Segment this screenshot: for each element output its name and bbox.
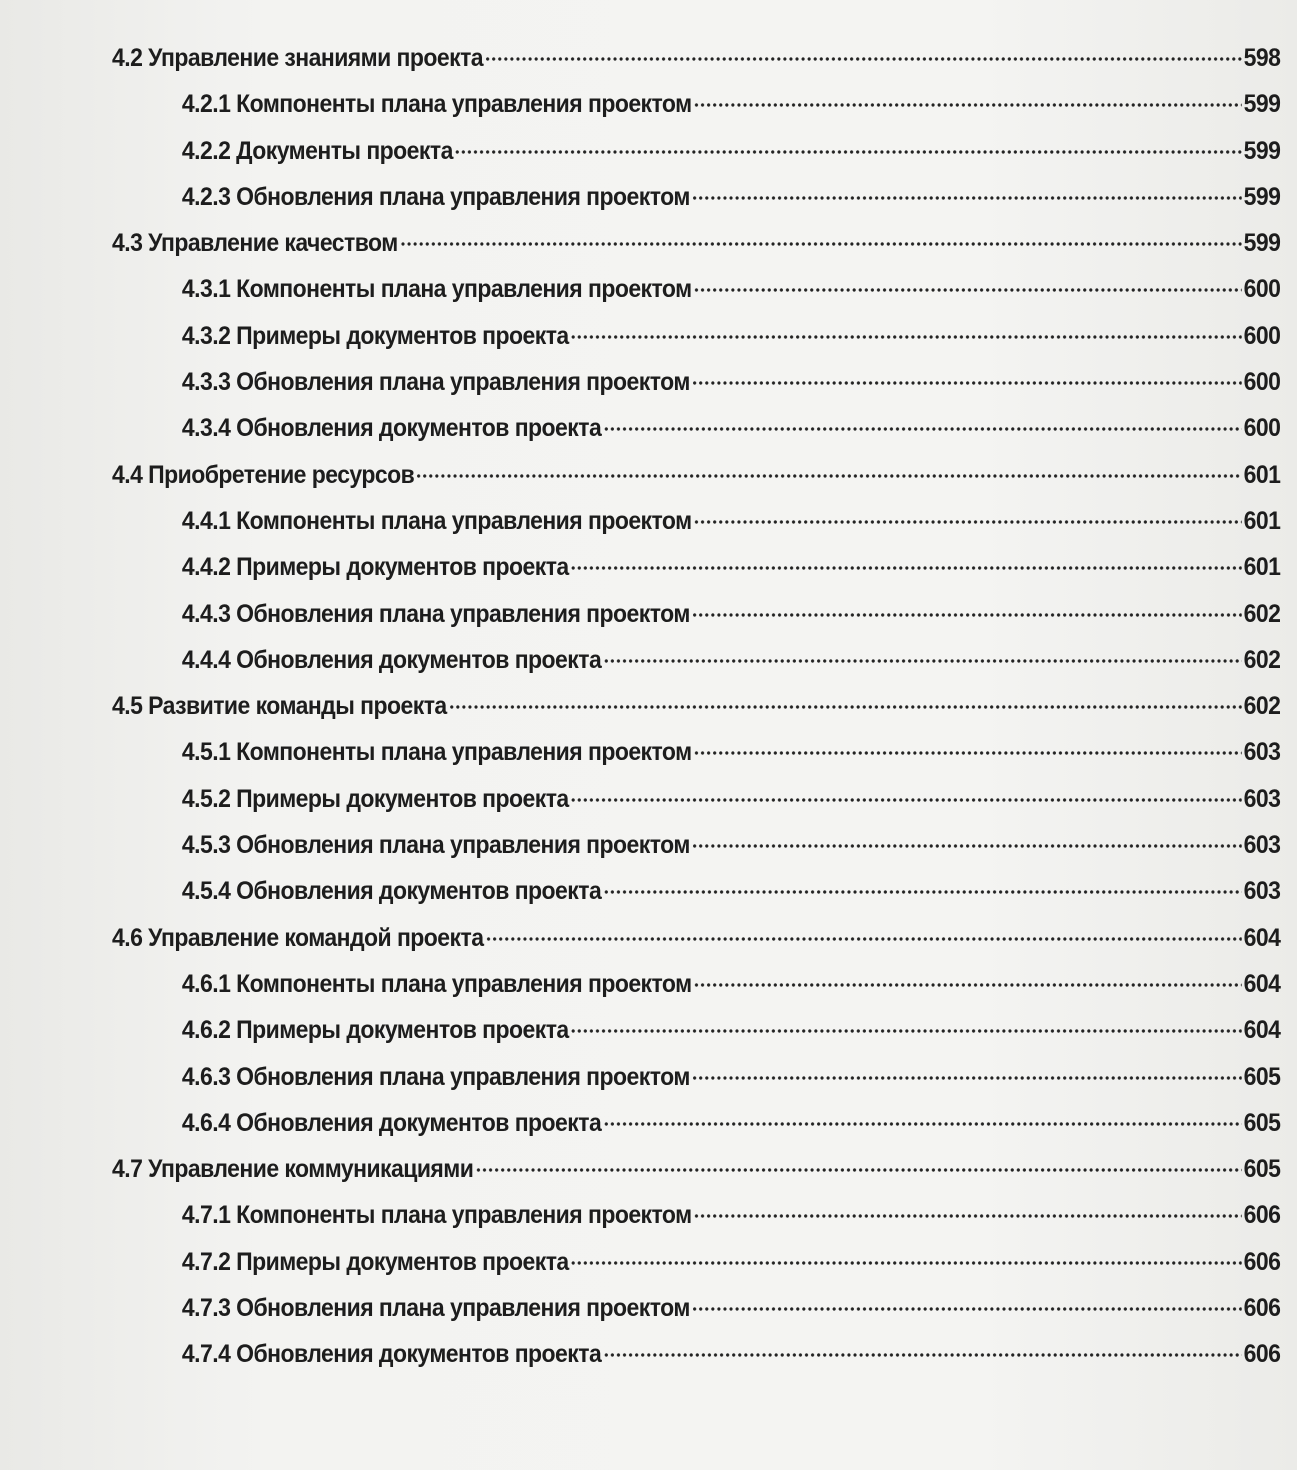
toc-subsection-entry — [112, 90, 1280, 136]
dot-leader — [570, 1260, 1241, 1266]
toc-subsection-entry — [112, 877, 1280, 923]
dot-leader — [692, 195, 1242, 201]
toc-entry-title: 4.3.3 Обновления плана управления проектом — [181, 368, 690, 397]
toc-entry-page-number: 605 — [1243, 1108, 1281, 1137]
toc-entry-title: 4.6.3 Обновления плана управления проектом — [181, 1062, 690, 1091]
toc-entry-title: 4.6.2 Примеры документов проекта — [181, 1016, 569, 1045]
toc-entry-title: 4.2.3 Обновления плана управления проектом — [181, 182, 690, 211]
dot-leader — [400, 241, 1242, 247]
toc-entry-page-number: 604 — [1243, 923, 1281, 952]
toc-entry-title: 4.4.1 Компоненты плана управления проектом — [181, 506, 692, 535]
dot-leader — [693, 519, 1241, 525]
toc-entry-title: 4.5 Развитие команды проекта — [112, 692, 447, 721]
dot-leader — [692, 1075, 1242, 1081]
toc-entry-title: 4.3.4 Обновления документов проекта — [181, 414, 602, 443]
toc-entry-page-number: 600 — [1243, 368, 1281, 397]
toc-entry-title: 4.3.1 Компоненты плана управления проектом — [181, 275, 692, 304]
dot-leader — [570, 797, 1241, 803]
toc-section-entry — [112, 44, 1280, 90]
toc-subsection-entry — [112, 646, 1280, 692]
toc-entry-title: 4.2 Управление знаниями проекта — [112, 44, 484, 72]
dot-leader — [603, 889, 1242, 895]
toc-entry-page-number: 603 — [1243, 784, 1281, 813]
toc-entry-page-number: 598 — [1243, 44, 1281, 72]
toc-entry-title: 4.4 Приобретение ресурсов — [112, 460, 415, 489]
toc-entry-title: 4.4.2 Примеры документов проекта — [181, 553, 569, 582]
dot-leader — [692, 1306, 1242, 1312]
toc-section-entry — [112, 229, 1280, 275]
toc-subsection-entry — [112, 738, 1280, 784]
toc-subsection-entry — [112, 1294, 1280, 1340]
toc-entry-title: 4.7.2 Примеры документов проекта — [181, 1247, 569, 1276]
toc-entry-page-number: 603 — [1243, 738, 1281, 767]
toc-subsection-entry — [112, 600, 1280, 646]
dot-leader — [693, 102, 1241, 108]
dot-leader — [455, 149, 1242, 155]
toc-entry-page-number: 599 — [1243, 136, 1281, 165]
toc-entry-page-number: 602 — [1243, 599, 1281, 628]
toc-section-entry — [112, 461, 1280, 507]
toc-subsection-entry — [112, 1340, 1280, 1386]
toc-entry-page-number: 605 — [1243, 1155, 1281, 1184]
toc-entry-page-number: 600 — [1243, 275, 1281, 304]
toc-entry-page-number: 603 — [1243, 831, 1281, 860]
toc-entry-title: 4.7 Управление коммуникациями — [112, 1155, 474, 1184]
toc-entry-page-number: 601 — [1243, 506, 1281, 535]
dot-leader — [485, 936, 1242, 942]
toc-subsection-entry — [112, 1248, 1280, 1294]
toc-subsection-entry — [112, 970, 1280, 1016]
toc-subsection-entry — [112, 183, 1280, 229]
toc-entry-page-number: 599 — [1243, 90, 1281, 119]
toc-section-entry — [112, 692, 1280, 738]
toc-entry-page-number: 604 — [1243, 969, 1281, 998]
toc-subsection-entry — [112, 785, 1280, 831]
toc-entry-page-number: 604 — [1243, 1016, 1281, 1045]
toc-entry-page-number: 603 — [1243, 877, 1281, 906]
toc-entry-title: 4.4.4 Обновления документов проекта — [181, 645, 602, 674]
dot-leader — [693, 982, 1241, 988]
toc-entry-title: 4.5.1 Компоненты плана управления проектом — [181, 738, 692, 767]
toc-entry-title: 4.5.3 Обновления плана управления проектом — [181, 831, 690, 860]
toc-entry-title: 4.5.4 Обновления документов проекта — [181, 877, 602, 906]
toc-entry-page-number: 602 — [1243, 645, 1281, 674]
dot-leader — [692, 380, 1242, 386]
toc-subsection-entry — [112, 275, 1280, 321]
dot-leader — [603, 426, 1242, 432]
toc-entry-title: 4.7.3 Обновления плана управления проектом — [181, 1294, 690, 1323]
toc-subsection-entry — [112, 414, 1280, 460]
toc-entry-title: 4.7.1 Компоненты плана управления проектом — [181, 1201, 692, 1230]
dot-leader — [603, 1352, 1242, 1358]
toc-subsection-entry — [112, 1016, 1280, 1062]
toc-subsection-entry — [112, 1109, 1280, 1155]
toc-entry-title: 4.4.3 Обновления плана управления проектом — [181, 599, 690, 628]
dot-leader — [475, 1167, 1242, 1173]
dot-leader — [693, 750, 1241, 756]
toc-section-entry — [112, 924, 1280, 970]
toc-section-entry — [112, 1155, 1280, 1201]
toc-subsection-entry — [112, 137, 1280, 183]
toc-entry-title: 4.3 Управление качеством — [112, 229, 398, 258]
dot-leader — [693, 1213, 1241, 1219]
toc-entry-title: 4.6 Управление командой проекта — [112, 923, 484, 952]
dot-leader — [692, 843, 1242, 849]
toc-entry-page-number: 606 — [1243, 1201, 1281, 1230]
toc-entry-page-number: 606 — [1243, 1294, 1281, 1323]
toc-entry-page-number: 602 — [1243, 692, 1281, 721]
toc-subsection-entry — [112, 831, 1280, 877]
toc-entry-page-number: 601 — [1243, 553, 1281, 582]
dot-leader — [570, 1028, 1241, 1034]
table-of-contents — [112, 44, 1282, 1387]
toc-subsection-entry — [112, 1201, 1280, 1247]
dot-leader — [570, 565, 1241, 571]
toc-entry-page-number: 606 — [1243, 1340, 1281, 1369]
toc-subsection-entry — [112, 507, 1280, 553]
toc-entry-page-number: 600 — [1243, 414, 1281, 443]
dot-leader — [692, 612, 1242, 618]
toc-entry-title: 4.7.4 Обновления документов проекта — [181, 1340, 602, 1369]
toc-subsection-entry — [112, 1063, 1280, 1109]
toc-entry-title: 4.6.4 Обновления документов проекта — [181, 1108, 602, 1137]
toc-entry-title: 4.6.1 Компоненты плана управления проектом — [181, 969, 692, 998]
dot-leader — [603, 658, 1242, 664]
dot-leader — [448, 704, 1241, 710]
dot-leader — [485, 56, 1242, 62]
toc-entry-page-number: 599 — [1243, 229, 1281, 258]
toc-subsection-entry — [112, 322, 1280, 368]
dot-leader — [570, 334, 1241, 340]
toc-subsection-entry — [112, 553, 1280, 599]
toc-entry-page-number: 601 — [1243, 460, 1281, 489]
toc-entry-page-number: 606 — [1243, 1247, 1281, 1276]
toc-entry-page-number: 599 — [1243, 182, 1281, 211]
toc-entry-page-number: 600 — [1243, 321, 1281, 350]
toc-entry-title: 4.3.2 Примеры документов проекта — [181, 321, 569, 350]
toc-entry-page-number: 605 — [1243, 1062, 1281, 1091]
dot-leader — [416, 473, 1242, 479]
dot-leader — [693, 287, 1241, 293]
dot-leader — [603, 1121, 1242, 1127]
toc-entry-title: 4.5.2 Примеры документов проекта — [181, 784, 569, 813]
toc-subsection-entry — [112, 368, 1280, 414]
toc-entry-title: 4.2.1 Компоненты плана управления проектом — [181, 90, 692, 119]
toc-entry-title: 4.2.2 Документы проекта — [181, 136, 453, 165]
